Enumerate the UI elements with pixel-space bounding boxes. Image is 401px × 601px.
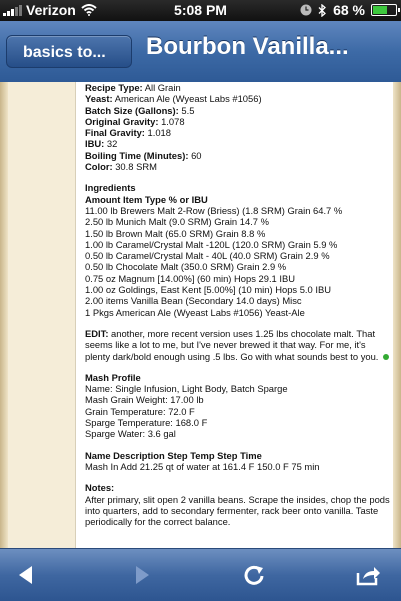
navigation-bar <box>0 21 401 83</box>
mash-line: Mash Grain Weight: 17.00 lb <box>85 394 204 406</box>
recipe-color: Color: 30.8 SRM <box>85 161 157 173</box>
recipe-page <box>75 82 401 548</box>
ingredient-item: 1.00 oz Goldings, East Kent [5.00%] (10 min) Hops 5.0 IBU <box>85 284 331 296</box>
mash-line: Grain Temperature: 72.0 F <box>85 405 195 417</box>
back-arrow-button[interactable] <box>8 557 44 593</box>
ingredient-item: 2.50 lb Munich Malt (9.0 SRM) Grain 14.7 % <box>85 216 269 228</box>
battery-percent: 68 % <box>333 2 365 18</box>
battery-icon <box>371 4 397 16</box>
ingredient-item: 0.50 lb Chocolate Malt (350.0 SRM) Grain 2.9 % <box>85 261 287 273</box>
share-icon <box>355 564 381 586</box>
share-button[interactable] <box>350 557 386 593</box>
page-title: Bourbon Vanilla... <box>146 33 349 60</box>
recipe-text <box>85 82 393 527</box>
recipe-ibu: IBU: 32 <box>85 138 118 150</box>
ingredients-heading: Ingredients <box>85 182 136 194</box>
smiley-icon <box>383 354 389 360</box>
mash-heading: Mash Profile <box>85 371 141 383</box>
ingredient-item: 1 Pkgs American Ale (Wyeast Labs #1056) Yeast-Ale <box>85 306 305 318</box>
mash-line: Sparge Temperature: 168.0 F <box>85 417 208 429</box>
ingredient-item: 0.75 oz Magnum [14.00%] (60 min) Hops 29.1 IBU <box>85 272 296 284</box>
back-button-label: basics to... <box>23 44 106 61</box>
ingredient-item: 11.00 lb Brewers Malt 2-Row (Briess) (1.8 SRM) Grain 64.7 % <box>85 204 343 216</box>
recipe-yeast: Yeast: American Ale (Wyeast Labs #1056) <box>85 93 262 105</box>
recipe-type: Recipe Type: All Grain <box>85 82 181 93</box>
clock-icon <box>300 4 312 16</box>
recipe-original-gravity: Original Gravity: 1.078 <box>85 115 185 127</box>
browser-toolbar <box>0 548 401 601</box>
reload-button[interactable] <box>236 557 272 593</box>
recipe-final-gravity: Final Gravity: 1.018 <box>85 127 171 139</box>
status-time: 5:08 PM <box>174 2 227 18</box>
back-arrow-icon <box>15 564 37 586</box>
recipe-batch-size: Batch Size (Gallons): 5.5 <box>85 104 195 116</box>
ingredients-columns: Amount Item Type % or IBU <box>85 193 208 205</box>
recipe-boil-time: Boiling Time (Minutes): 60 <box>85 149 202 161</box>
steps-heading: Name Description Step Temp Step Time <box>85 449 262 461</box>
edit-note: EDIT: another, more recent version uses 1.25 lbs chocolate malt. That seems like a lot to me, but I've never brewed it that way. For me, it's plenty dark/bold enough using .5 lbs. Go with what sounds best to you. <box>85 328 393 362</box>
mash-line: Sparge Water: 3.6 gal <box>85 428 176 440</box>
ingredient-item: 0.50 lb Caramel/Crystal Malt - 40L (40.0 SRM) Grain 2.9 % <box>85 250 330 262</box>
bluetooth-icon <box>318 4 327 17</box>
carrier-name: Verizon <box>26 2 76 18</box>
notes-heading: Notes: <box>85 482 115 494</box>
ingredient-item: 1.50 lb Brown Malt (65.0 SRM) Grain 8.8 % <box>85 227 266 239</box>
ingredient-item: 1.00 lb Caramel/Crystal Malt -120L (120.0 SRM) Grain 5.9 % <box>85 238 338 250</box>
notes-text: After primary, slit open 2 vanilla beans. Scrape the insides, chop the pods into quarters, add to secondary fermenter, rack beer onto vanilla. Taste periodically for the correct balance. <box>85 493 390 528</box>
web-content[interactable] <box>0 82 401 548</box>
back-button[interactable] <box>6 35 132 68</box>
mash-line: Name: Single Infusion, Light Body, Batch Sparge <box>85 383 288 395</box>
forward-arrow-icon <box>131 564 153 586</box>
reload-icon <box>242 563 266 587</box>
forward-arrow-button[interactable] <box>124 557 160 593</box>
steps-line: Mash In Add 21.25 qt of water at 161.4 F 150.0 F 75 min <box>85 460 320 472</box>
status-bar <box>0 0 401 21</box>
ingredient-item: 2.00 items Vanilla Bean (Secondary 14.0 days) Misc <box>85 295 302 307</box>
